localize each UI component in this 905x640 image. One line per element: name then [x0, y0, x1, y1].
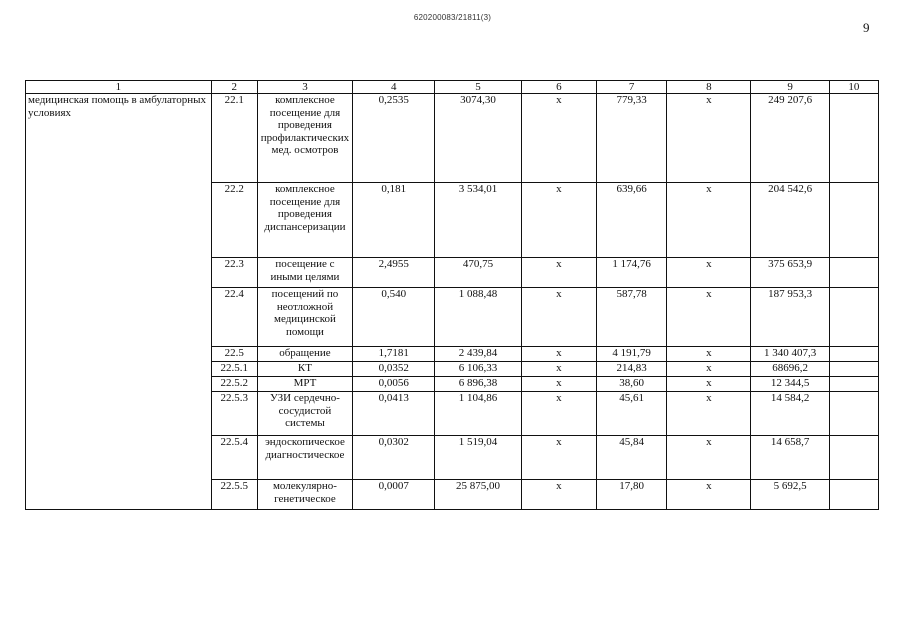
- cell-col-6: х: [521, 392, 596, 436]
- cell-col-10: [829, 392, 878, 436]
- cell-col-8: х: [667, 392, 751, 436]
- row-name: комплексное посещение для проведения профилактических мед. осмотров: [257, 94, 352, 183]
- row-code: 22.2: [211, 183, 257, 258]
- row-code: 22.1: [211, 94, 257, 183]
- cell-col-5: 3 534,01: [435, 183, 521, 258]
- row-name: комплексное посещение для проведения диспансеризации: [257, 183, 352, 258]
- cell-col-4: 1,7181: [353, 347, 435, 362]
- row-name: молекулярно-генетическое: [257, 480, 352, 510]
- group-label: медицинская помощь в амбулаторных условиях: [26, 94, 212, 510]
- cell-col-5: 1 088,48: [435, 288, 521, 347]
- cell-col-9: 68696,2: [751, 362, 829, 377]
- cell-col-9: 12 344,5: [751, 377, 829, 392]
- cell-col-5: 1 519,04: [435, 436, 521, 480]
- cell-col-6: х: [521, 362, 596, 377]
- cell-col-6: х: [521, 347, 596, 362]
- cell-col-4: 0,0413: [353, 392, 435, 436]
- cell-col-10: [829, 347, 878, 362]
- cell-col-4: 0,2535: [353, 94, 435, 183]
- row-name: посещение с иными целями: [257, 258, 352, 288]
- cell-col-10: [829, 377, 878, 392]
- row-code: 22.4: [211, 288, 257, 347]
- cell-col-8: х: [667, 362, 751, 377]
- header-col-4: 4: [353, 81, 435, 94]
- cell-col-10: [829, 362, 878, 377]
- cell-col-6: х: [521, 377, 596, 392]
- cell-col-10: [829, 94, 878, 183]
- cell-col-6: х: [521, 288, 596, 347]
- row-name: посещений по неотложной медицинской помощи: [257, 288, 352, 347]
- cell-col-4: 0,0007: [353, 480, 435, 510]
- cell-col-10: [829, 480, 878, 510]
- cell-col-9: 1 340 407,3: [751, 347, 829, 362]
- cell-col-10: [829, 436, 878, 480]
- cell-col-5: 1 104,86: [435, 392, 521, 436]
- cell-col-6: х: [521, 258, 596, 288]
- header-col-7: 7: [596, 81, 666, 94]
- cell-col-7: 45,84: [596, 436, 666, 480]
- cell-col-7: 38,60: [596, 377, 666, 392]
- cell-col-5: 3074,30: [435, 94, 521, 183]
- row-code: 22.5: [211, 347, 257, 362]
- cell-col-5: 25 875,00: [435, 480, 521, 510]
- cell-col-7: 4 191,79: [596, 347, 666, 362]
- row-name: УЗИ сердечно-сосудистой системы: [257, 392, 352, 436]
- cell-col-6: х: [521, 183, 596, 258]
- header-col-6: 6: [521, 81, 596, 94]
- table-row: [26, 94, 879, 183]
- cell-col-8: х: [667, 94, 751, 183]
- row-name: МРТ: [257, 377, 352, 392]
- cell-col-7: 45,61: [596, 392, 666, 436]
- cell-col-7: 639,66: [596, 183, 666, 258]
- tariff-table: [25, 80, 879, 510]
- cell-col-4: 0,0056: [353, 377, 435, 392]
- row-name: КТ: [257, 362, 352, 377]
- row-code: 22.5.2: [211, 377, 257, 392]
- cell-col-7: 214,83: [596, 362, 666, 377]
- cell-col-8: х: [667, 183, 751, 258]
- row-code: 22.5.4: [211, 436, 257, 480]
- cell-col-9: 204 542,6: [751, 183, 829, 258]
- cell-col-4: 0,181: [353, 183, 435, 258]
- cell-col-7: 779,33: [596, 94, 666, 183]
- cell-col-9: 187 953,3: [751, 288, 829, 347]
- cell-col-6: х: [521, 480, 596, 510]
- cell-col-10: [829, 288, 878, 347]
- cell-col-8: х: [667, 288, 751, 347]
- cell-col-8: х: [667, 347, 751, 362]
- cell-col-4: 0,0302: [353, 436, 435, 480]
- cell-col-6: х: [521, 94, 596, 183]
- cell-col-5: 470,75: [435, 258, 521, 288]
- cell-col-9: 249 207,6: [751, 94, 829, 183]
- cell-col-8: х: [667, 258, 751, 288]
- cell-col-4: 0,540: [353, 288, 435, 347]
- cell-col-9: 14 658,7: [751, 436, 829, 480]
- cell-col-7: 587,78: [596, 288, 666, 347]
- row-code: 22.5.5: [211, 480, 257, 510]
- header-col-3: 3: [257, 81, 352, 94]
- cell-col-9: 375 653,9: [751, 258, 829, 288]
- cell-col-9: 5 692,5: [751, 480, 829, 510]
- cell-col-5: 2 439,84: [435, 347, 521, 362]
- cell-col-10: [829, 183, 878, 258]
- cell-col-7: 1 174,76: [596, 258, 666, 288]
- cell-col-7: 17,80: [596, 480, 666, 510]
- row-code: 22.5.3: [211, 392, 257, 436]
- cell-col-10: [829, 258, 878, 288]
- header-col-8: 8: [667, 81, 751, 94]
- header-row: [26, 81, 879, 94]
- cell-col-4: 2,4955: [353, 258, 435, 288]
- header-col-2: 2: [211, 81, 257, 94]
- row-name: эндоскопическое диагностическое: [257, 436, 352, 480]
- cell-col-6: х: [521, 436, 596, 480]
- cell-col-4: 0,0352: [353, 362, 435, 377]
- cell-col-5: 6 106,33: [435, 362, 521, 377]
- header-col-10: 10: [829, 81, 878, 94]
- cell-col-8: х: [667, 377, 751, 392]
- cell-col-5: 6 896,38: [435, 377, 521, 392]
- header-col-9: 9: [751, 81, 829, 94]
- header-col-5: 5: [435, 81, 521, 94]
- row-name: обращение: [257, 347, 352, 362]
- row-code: 22.3: [211, 258, 257, 288]
- page-number: 9: [863, 20, 870, 35]
- row-code: 22.5.1: [211, 362, 257, 377]
- cell-col-8: х: [667, 436, 751, 480]
- cell-col-9: 14 584,2: [751, 392, 829, 436]
- header-col-1: 1: [26, 81, 212, 94]
- cell-col-8: х: [667, 480, 751, 510]
- document-id: 620200083/21811(3): [413, 13, 492, 22]
